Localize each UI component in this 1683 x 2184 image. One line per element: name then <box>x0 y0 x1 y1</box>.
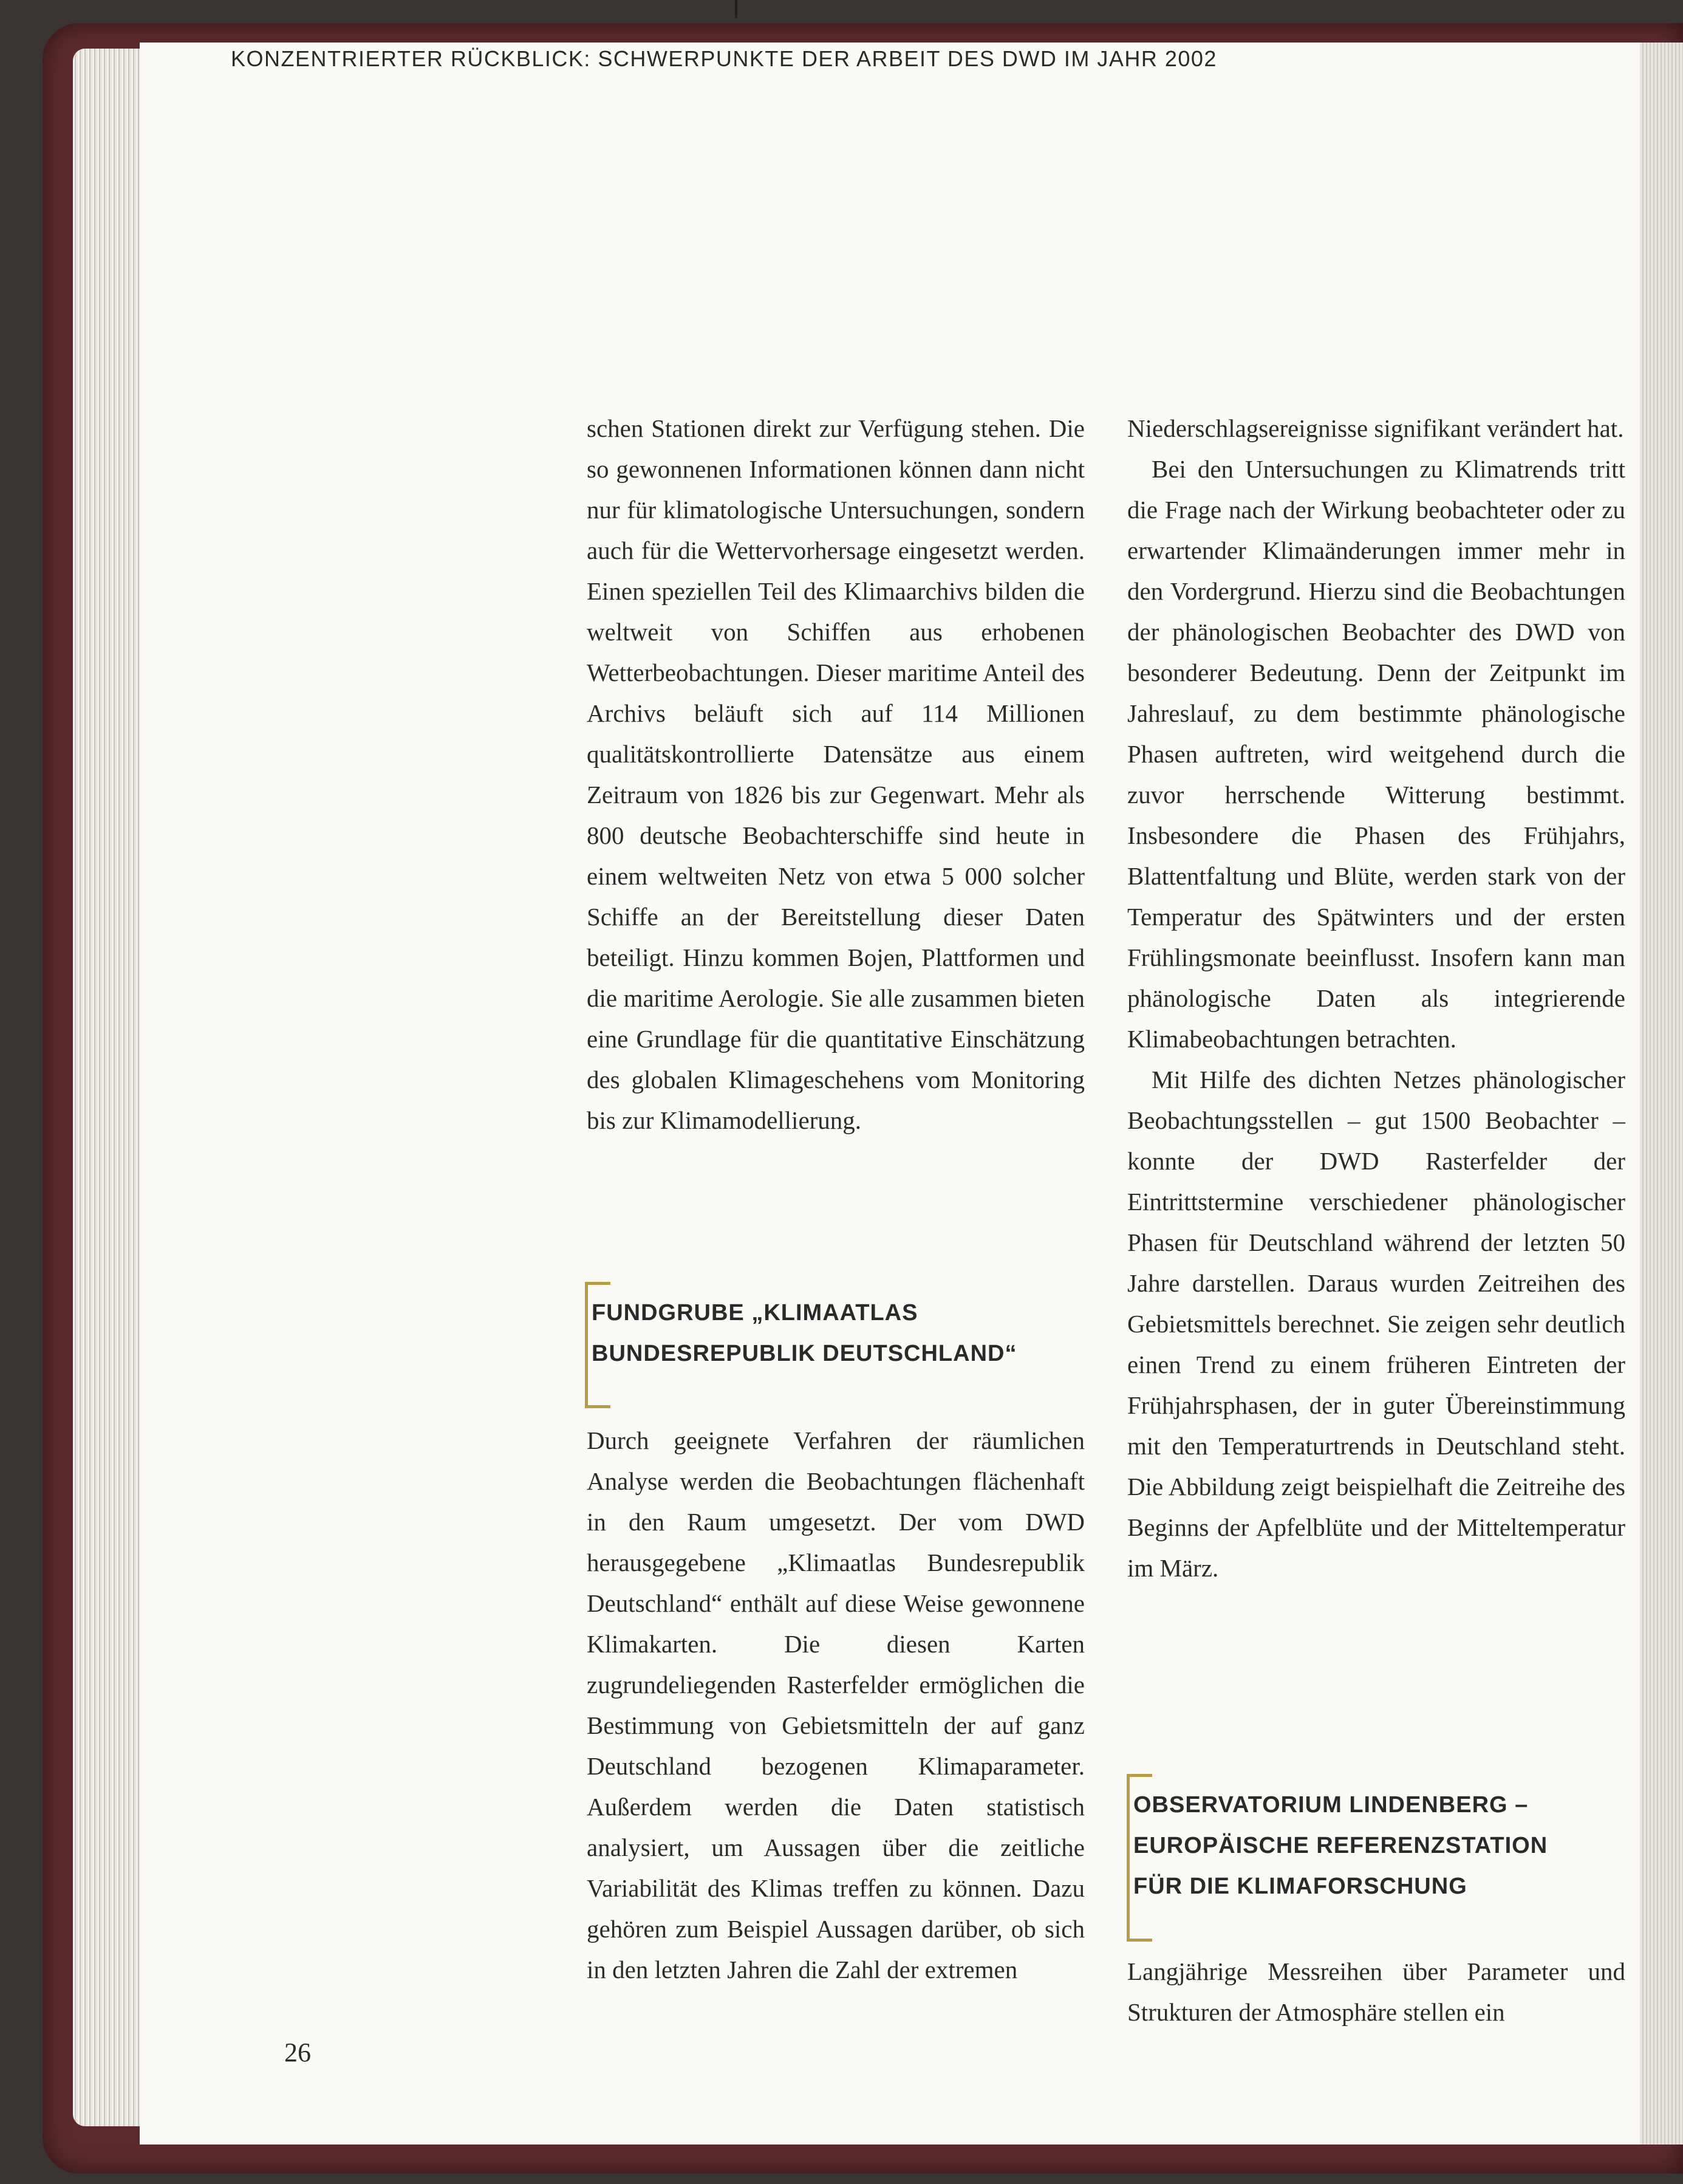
page-number: 26 <box>284 2038 311 2067</box>
heading-line: FÜR DIE KLIMAFORSCHUNG <box>1133 1874 1467 1899</box>
section-heading-box <box>1127 1774 1628 1942</box>
heading-line: BUNDESREPUBLIK DEUTSCHLAND“ <box>592 1341 1017 1366</box>
heading-line: EUROPÄISCHE REFERENZSTATION <box>1133 1833 1548 1858</box>
running-head: KONZENTRIERTER RÜCKBLICK: SCHWERPUNKTE DER ARBEIT DES DWD IM JAHR 2002 <box>231 46 1217 71</box>
paragraph: Langjährige Messreihen über Parameter und Strukturen der Atmosphäre stellen ein <box>1127 1957 1625 2026</box>
column-left-bottom <box>587 1420 1085 1990</box>
column-right-top <box>1127 408 1625 1589</box>
section-heading-box <box>585 1282 1086 1408</box>
section-heading <box>588 1293 1086 1374</box>
column-right-bottom <box>1127 1951 1625 2033</box>
paragraph: Bei den Untersuchungen zu Klimatrends tritt die Frage nach der Wirkung beobachteter oder zu erwartender Klimaänderungen immer mehr in den Vordergrund. Hierzu sind die Beobachtungen der phänologischen Beobachter des DWD von besonderer Bedeutung. Denn der Zeitpunkt im Jahreslauf, zu dem bestimmte phänologische Phasen auftreten, wird weitgehend durch die zuvor herrschende Witterung bestimmt. Insbesondere die Phasen des Frühjahrs, Blattentfaltung und Blüte, werden stark von der Temperatur des Spätwinters und der ersten Frühlingsmonate beeinflusst. Insofern kann man phänologische Daten als integrierende Klimabeobachtungen betrachten. <box>1127 455 1625 1053</box>
section-heading <box>1130 1785 1628 1907</box>
heading-line: OBSERVATORIUM LINDENBERG – <box>1133 1792 1529 1818</box>
paragraph: Mit Hilfe des dichten Netzes phänologischer Beobachtungsstellen – gut 1500 Beobachter – konnte der DWD Rasterfelder der Eintrittstermine verschiedener phänologischer Phasen für Deutschland während der letzten 50 Jahre darstellen. Daraus wurden Zeitreihen des Gebietsmittels berechnet. Sie zeigen sehr deutlich einen Trend zu einem früheren Eintreten der Frühjahrsphasen, der in guter Übereinstimmung mit den Temperaturtrends in Deutschland steht. Die Abbildung zeigt beispielhaft die Zeitreihe des Beginns der Apfelblüte und der Mitteltemperatur im März. <box>1127 1066 1625 1582</box>
paragraph: Durch geeignete Verfahren der räumlichen Analyse werden die Beobachtungen flächenhaft in den Raum umgesetzt. Der vom DWD herausgegebene „Klimaatlas Bundesrepublik Deutschland“ enthält auf diese Weise gewonnene Klimakarten. Die diesen Karten zugrundeliegenden Rasterfelder ermöglichen die Bestimmung von Gebietsmitteln der auf ganz Deutschland bezogenen Klimaparameter. Außerdem werden die Daten statistisch analysiert, um Aussagen über die zeitliche Variabilität des Klimas treffen zu können. Dazu gehören zum Beispiel Aussagen darüber, ob sich in den letzten Jahren die Zahl der extremen <box>587 1426 1085 1984</box>
paragraph: schen Stationen direkt zur Verfügung stehen. Die so gewonnenen Informationen können dann nicht nur für klimatologische Untersuchungen, sondern auch für die Wettervorhersage eingesetzt werden. Einen speziellen Teil des Klimaarchivs bilden die weltweit von Schiffen aus erhobenen Wetterbeobachtungen. Dieser maritime Anteil des Archivs beläuft sich auf 114 Millionen qualitätskontrollierte Datensätze aus einem Zeitraum von 1826 bis zur Gegenwart. Mehr als 800 deutsche Beobachterschiffe sind heute in einem weltweiten Netz von etwa 5 000 solcher Schiffe an der Bereitstellung dieser Daten beteiligt. Hinzu kommen Bojen, Plattformen und die maritime Aerologie. Sie alle zusammen bieten eine Grundlage für die quantitative Einschätzung des globalen Klimageschehens vom Monitoring bis zur Klimamodellierung. <box>587 414 1085 1134</box>
paragraph: Niederschlagsereignisse signifikant verändert hat. <box>1127 414 1624 442</box>
column-left-top <box>587 408 1085 1141</box>
heading-line: FUNDGRUBE „KLIMAATLAS <box>592 1300 918 1326</box>
right-page-edges <box>1640 43 1683 2145</box>
scan-mark <box>735 0 737 18</box>
